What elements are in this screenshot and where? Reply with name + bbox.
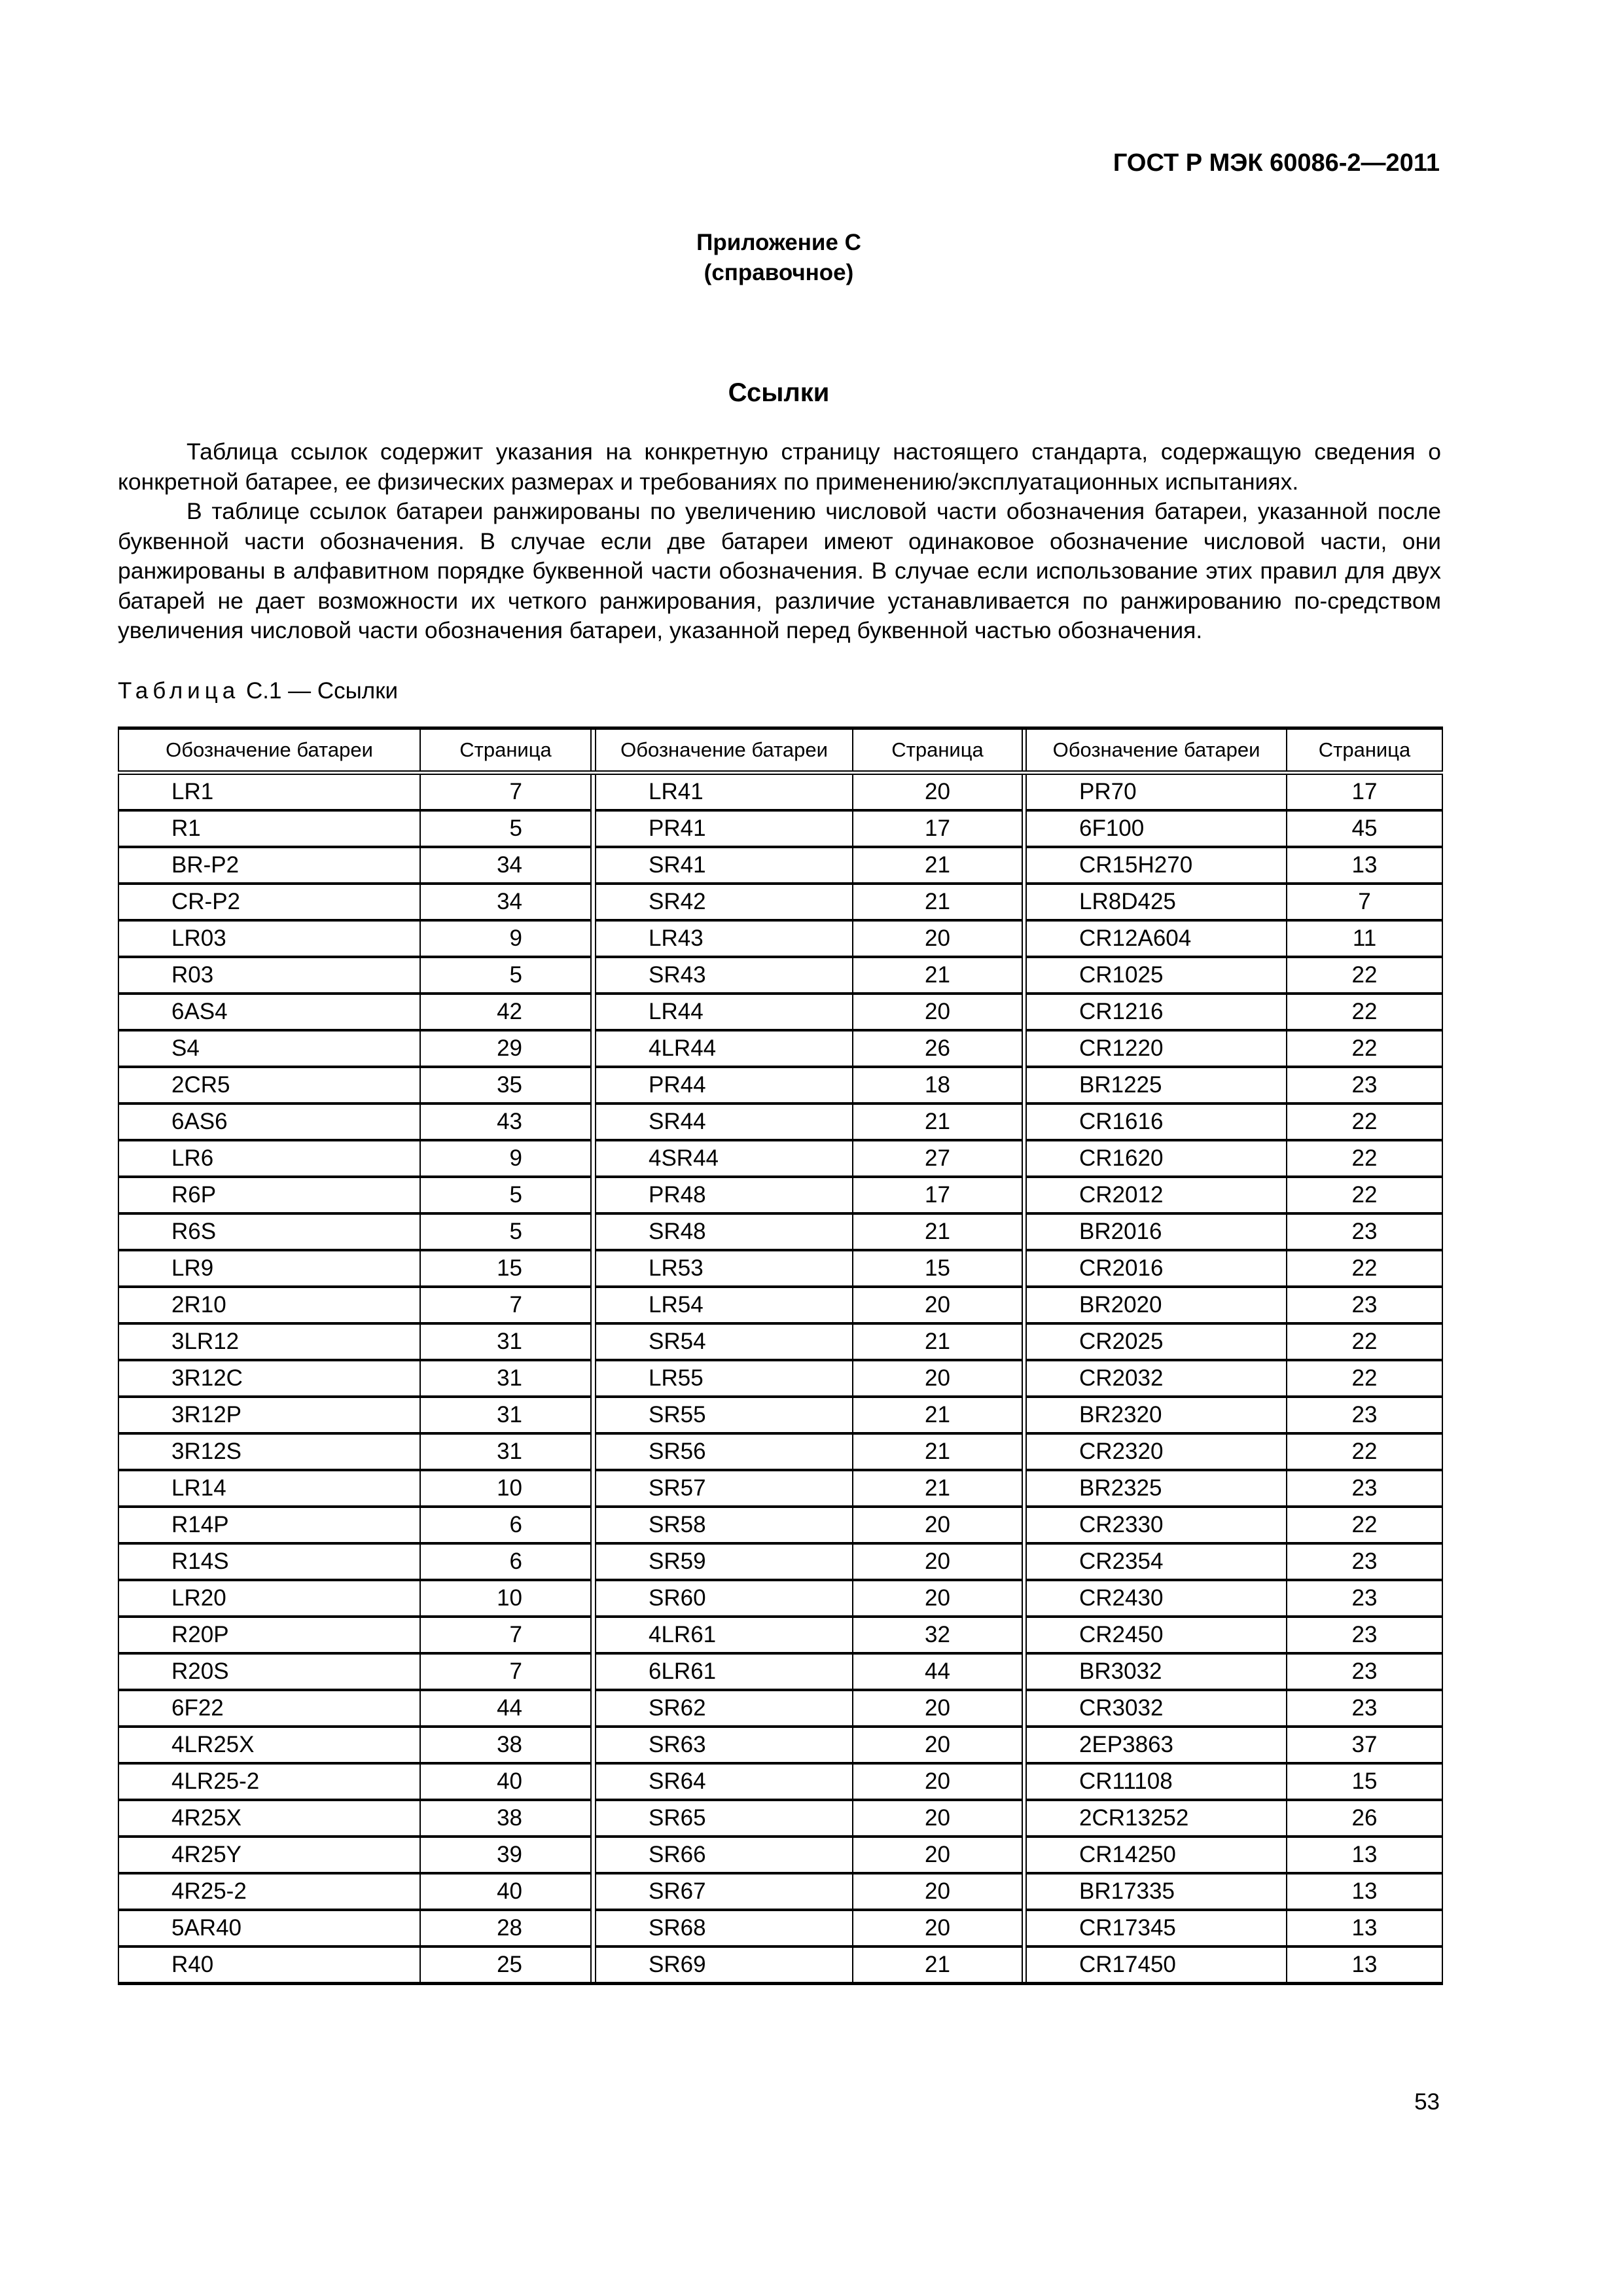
annex-heading — [0, 228, 1558, 288]
battery-designation-cell: LR1 — [118, 773, 420, 811]
battery-designation-cell: R40 — [118, 1946, 420, 1984]
body-text — [118, 437, 1441, 646]
table-row — [118, 1617, 1442, 1653]
table-row — [118, 1433, 1442, 1470]
page-cell: 21 — [853, 1213, 1022, 1250]
page-cell: 17 — [853, 810, 1022, 847]
column-group-divider — [591, 1727, 596, 1763]
battery-designation-cell: CR1220 — [1026, 1030, 1287, 1067]
table-row — [118, 1543, 1442, 1580]
annex-title: Приложение С — [696, 230, 861, 255]
battery-designation-cell: SR62 — [596, 1690, 853, 1727]
battery-designation-cell: SR42 — [596, 884, 853, 920]
page-cell: 23 — [1287, 1543, 1442, 1580]
page-cell: 20 — [853, 1287, 1022, 1323]
battery-designation-cell: BR17335 — [1026, 1873, 1287, 1910]
battery-designation-cell: PR70 — [1026, 773, 1287, 811]
battery-designation-cell: BR1225 — [1026, 1067, 1287, 1103]
battery-designation-cell: CR2450 — [1026, 1617, 1287, 1653]
battery-designation-cell: CR1216 — [1026, 994, 1287, 1030]
column-group-divider — [591, 1140, 596, 1177]
battery-designation-cell: 4R25X — [118, 1800, 420, 1837]
table-row — [118, 1323, 1442, 1360]
page-cell: 44 — [420, 1690, 591, 1727]
column-group-divider — [591, 728, 596, 773]
battery-designation-cell: 3R12S — [118, 1433, 420, 1470]
battery-designation-cell: 4LR61 — [596, 1617, 853, 1653]
page-cell: 10 — [420, 1470, 591, 1507]
page-cell: 11 — [1287, 920, 1442, 957]
page-cell: 44 — [853, 1653, 1022, 1690]
battery-designation-cell: LR20 — [118, 1580, 420, 1617]
battery-designation-cell: LR55 — [596, 1360, 853, 1397]
page-cell: 10 — [420, 1580, 591, 1617]
page-cell: 29 — [420, 1030, 591, 1067]
battery-designation-cell: 4R25-2 — [118, 1873, 420, 1910]
battery-designation-cell: R6S — [118, 1213, 420, 1250]
table-row — [118, 1690, 1442, 1727]
page-cell: 22 — [1287, 1433, 1442, 1470]
page-cell: 23 — [1287, 1213, 1442, 1250]
battery-designation-cell: PR44 — [596, 1067, 853, 1103]
table-row — [118, 1653, 1442, 1690]
page-cell: 23 — [1287, 1287, 1442, 1323]
battery-designation-cell: CR-P2 — [118, 884, 420, 920]
page-cell: 13 — [1287, 1910, 1442, 1946]
page-cell: 5 — [420, 1213, 591, 1250]
battery-designation-cell: SR64 — [596, 1763, 853, 1800]
battery-designation-cell: SR65 — [596, 1800, 853, 1837]
battery-designation-cell: 2R10 — [118, 1287, 420, 1323]
battery-designation-cell: 2CR5 — [118, 1067, 420, 1103]
page-cell: 7 — [420, 1617, 591, 1653]
table-row — [118, 1397, 1442, 1433]
battery-designation-cell: 4SR44 — [596, 1140, 853, 1177]
battery-designation-cell: 3R12P — [118, 1397, 420, 1433]
battery-designation-cell: CR2032 — [1026, 1360, 1287, 1397]
battery-designation-cell: 6F22 — [118, 1690, 420, 1727]
page-cell: 15 — [1287, 1763, 1442, 1800]
battery-designation-cell: CR1025 — [1026, 957, 1287, 994]
table-row — [118, 1800, 1442, 1837]
battery-designation-cell: SR58 — [596, 1507, 853, 1543]
document-id-header: ГОСТ Р МЭК 60086-2—2011 — [1113, 149, 1440, 177]
page-cell: 21 — [853, 1470, 1022, 1507]
paragraph: Таблица ссылок содержит указания на конкретную страницу настоящего стандарта, содержащую сведения о конкретной батарее, ее физических размерах и требованиях по применению/эксплуатационных испытаниях. — [118, 439, 1441, 495]
column-header: Страница — [853, 728, 1022, 773]
page-cell: 22 — [1287, 957, 1442, 994]
page-cell: 40 — [420, 1763, 591, 1800]
table-row — [118, 1580, 1442, 1617]
table-row — [118, 1287, 1442, 1323]
page-cell: 13 — [1287, 1946, 1442, 1984]
battery-designation-cell: PR48 — [596, 1177, 853, 1213]
page-cell: 13 — [1287, 1837, 1442, 1873]
page-cell: 7 — [420, 773, 591, 811]
battery-designation-cell: BR2016 — [1026, 1213, 1287, 1250]
page-cell: 22 — [1287, 1323, 1442, 1360]
column-group-divider — [591, 1067, 596, 1103]
table-row — [118, 884, 1442, 920]
table-row — [118, 1727, 1442, 1763]
battery-designation-cell: LR9 — [118, 1250, 420, 1287]
page-cell: 22 — [1287, 1140, 1442, 1177]
battery-designation-cell: CR2430 — [1026, 1580, 1287, 1617]
page-cell: 20 — [853, 1360, 1022, 1397]
battery-designation-cell: R6P — [118, 1177, 420, 1213]
column-group-divider — [591, 810, 596, 847]
page-cell: 23 — [1287, 1580, 1442, 1617]
page-cell: 38 — [420, 1800, 591, 1837]
battery-designation-cell: 4LR44 — [596, 1030, 853, 1067]
page-cell: 31 — [420, 1433, 591, 1470]
table-header-row — [118, 728, 1442, 773]
page-cell: 13 — [1287, 847, 1442, 884]
battery-designation-cell: 4LR25-2 — [118, 1763, 420, 1800]
battery-designation-cell: LR44 — [596, 994, 853, 1030]
table-row — [118, 1507, 1442, 1543]
battery-designation-cell: SR59 — [596, 1543, 853, 1580]
page-cell: 18 — [853, 1067, 1022, 1103]
column-group-divider — [591, 1250, 596, 1287]
page-cell: 17 — [853, 1177, 1022, 1213]
battery-designation-cell: LR41 — [596, 773, 853, 811]
battery-designation-cell: R03 — [118, 957, 420, 994]
battery-designation-cell: SR54 — [596, 1323, 853, 1360]
battery-designation-cell: LR53 — [596, 1250, 853, 1287]
battery-designation-cell: CR14250 — [1026, 1837, 1287, 1873]
battery-designation-cell: CR2320 — [1026, 1433, 1287, 1470]
page-cell: 26 — [853, 1030, 1022, 1067]
page-cell: 21 — [853, 1397, 1022, 1433]
table-caption — [118, 678, 398, 704]
column-group-divider — [591, 1543, 596, 1580]
page-cell: 45 — [1287, 810, 1442, 847]
page-cell: 27 — [853, 1140, 1022, 1177]
table-row — [118, 847, 1442, 884]
battery-designation-cell: SR60 — [596, 1580, 853, 1617]
battery-designation-cell: SR67 — [596, 1873, 853, 1910]
column-group-divider — [591, 1177, 596, 1213]
page-cell: 38 — [420, 1727, 591, 1763]
battery-designation-cell: SR63 — [596, 1727, 853, 1763]
column-group-divider — [591, 847, 596, 884]
column-group-divider — [591, 884, 596, 920]
column-group-divider — [591, 1103, 596, 1140]
section-title: Ссылки — [728, 378, 830, 407]
table-row — [118, 1103, 1442, 1140]
page-cell: 23 — [1287, 1653, 1442, 1690]
battery-designation-cell: SR69 — [596, 1946, 853, 1984]
page-cell: 17 — [1287, 773, 1442, 811]
battery-designation-cell: LR6 — [118, 1140, 420, 1177]
page-cell: 20 — [853, 1837, 1022, 1873]
page-cell: 26 — [1287, 1800, 1442, 1837]
battery-designation-cell: R20P — [118, 1617, 420, 1653]
battery-designation-cell: SR66 — [596, 1837, 853, 1873]
page-cell: 20 — [853, 1727, 1022, 1763]
battery-designation-cell: R1 — [118, 810, 420, 847]
battery-designation-cell: BR2325 — [1026, 1470, 1287, 1507]
battery-designation-cell: R14S — [118, 1543, 420, 1580]
table-row — [118, 1873, 1442, 1910]
battery-designation-cell: SR43 — [596, 957, 853, 994]
annex-subtitle: (справочное) — [704, 260, 854, 285]
battery-designation-cell: 4R25Y — [118, 1837, 420, 1873]
table-row — [118, 1177, 1442, 1213]
battery-designation-cell: CR1620 — [1026, 1140, 1287, 1177]
page-cell: 23 — [1287, 1470, 1442, 1507]
column-group-divider — [591, 1213, 596, 1250]
page-cell: 21 — [853, 1103, 1022, 1140]
page-cell: 20 — [853, 1910, 1022, 1946]
battery-designation-cell: PR41 — [596, 810, 853, 847]
table-row — [118, 810, 1442, 847]
battery-designation-cell: SR44 — [596, 1103, 853, 1140]
paragraph: В таблице ссылок батареи ранжированы по увеличению числовой части обозначения батареи, указанной после буквенной части обозначения. В случае если две батареи имеют одинаковое обозначение числовой части, они ранжированы в алфавитном порядке буквенной части обозначения. В случае если использование этих правил для двух батарей не дает возможности их четкого ранжирования, различие устанавливается по ранжированию по-средством увеличения числовой части обозначения батареи, указанной перед буквенной частью обозначения. — [118, 498, 1441, 643]
battery-designation-cell: 4LR25X — [118, 1727, 420, 1763]
table-row — [118, 1837, 1442, 1873]
page-cell: 31 — [420, 1323, 591, 1360]
page-cell: 21 — [853, 1433, 1022, 1470]
page-cell: 40 — [420, 1873, 591, 1910]
column-group-divider — [591, 957, 596, 994]
battery-designation-cell: CR12A604 — [1026, 920, 1287, 957]
page-cell: 34 — [420, 884, 591, 920]
battery-designation-cell: R20S — [118, 1653, 420, 1690]
column-group-divider — [591, 1910, 596, 1946]
column-group-divider — [591, 1030, 596, 1067]
page-cell: 5 — [420, 810, 591, 847]
column-group-divider — [591, 920, 596, 957]
column-group-divider — [591, 1653, 596, 1690]
page-cell: 32 — [853, 1617, 1022, 1653]
page-cell: 22 — [1287, 1177, 1442, 1213]
column-group-divider — [591, 1690, 596, 1727]
battery-designation-cell: LR14 — [118, 1470, 420, 1507]
page-cell: 39 — [420, 1837, 591, 1873]
page-cell: 15 — [853, 1250, 1022, 1287]
table-row — [118, 1213, 1442, 1250]
table-row — [118, 773, 1442, 811]
column-group-divider — [591, 1763, 596, 1800]
battery-designation-cell: S4 — [118, 1030, 420, 1067]
page-cell: 31 — [420, 1397, 591, 1433]
page-cell: 20 — [853, 1763, 1022, 1800]
column-group-divider — [591, 1287, 596, 1323]
page-cell: 23 — [1287, 1690, 1442, 1727]
page-cell: 22 — [1287, 1030, 1442, 1067]
battery-designation-cell: CR15H270 — [1026, 847, 1287, 884]
page-cell: 15 — [420, 1250, 591, 1287]
column-group-divider — [591, 1507, 596, 1543]
page-cell: 5 — [420, 1177, 591, 1213]
column-header: Обозначение батареи — [118, 728, 420, 773]
page-cell: 5 — [420, 957, 591, 994]
battery-designation-cell: LR54 — [596, 1287, 853, 1323]
battery-designation-cell: 5AR40 — [118, 1910, 420, 1946]
page-cell: 35 — [420, 1067, 591, 1103]
battery-designation-cell: 2CR13252 — [1026, 1800, 1287, 1837]
battery-designation-cell: SR56 — [596, 1433, 853, 1470]
page-cell: 20 — [853, 1873, 1022, 1910]
page-cell: 31 — [420, 1360, 591, 1397]
page-cell: 21 — [853, 1323, 1022, 1360]
table-row — [118, 1946, 1442, 1984]
battery-designation-cell: SR57 — [596, 1470, 853, 1507]
column-header: Страница — [1287, 728, 1442, 773]
page-cell: 22 — [1287, 1360, 1442, 1397]
table-row — [118, 1030, 1442, 1067]
battery-designation-cell: R14P — [118, 1507, 420, 1543]
page-cell: 20 — [853, 1507, 1022, 1543]
page-cell: 34 — [420, 847, 591, 884]
battery-designation-cell: CR2354 — [1026, 1543, 1287, 1580]
table-row — [118, 920, 1442, 957]
page-number: 53 — [1414, 2089, 1440, 2115]
table-row — [118, 1140, 1442, 1177]
table-row — [118, 1763, 1442, 1800]
battery-designation-cell: 3LR12 — [118, 1323, 420, 1360]
table-row — [118, 957, 1442, 994]
page-cell: 21 — [853, 884, 1022, 920]
page-cell: 21 — [853, 1946, 1022, 1984]
page-cell: 22 — [1287, 994, 1442, 1030]
battery-designation-cell: BR3032 — [1026, 1653, 1287, 1690]
column-header: Страница — [420, 728, 591, 773]
page-cell: 20 — [853, 1543, 1022, 1580]
table-row — [118, 1470, 1442, 1507]
page-cell: 22 — [1287, 1250, 1442, 1287]
battery-designation-cell: SR48 — [596, 1213, 853, 1250]
battery-designation-cell: BR2020 — [1026, 1287, 1287, 1323]
battery-designation-cell: CR1616 — [1026, 1103, 1287, 1140]
column-group-divider — [591, 1617, 596, 1653]
battery-designation-cell: 6AS6 — [118, 1103, 420, 1140]
column-group-divider — [591, 1323, 596, 1360]
table-row — [118, 1067, 1442, 1103]
column-group-divider — [591, 994, 596, 1030]
page-cell: 25 — [420, 1946, 591, 1984]
column-group-divider — [591, 1360, 596, 1397]
column-group-divider — [591, 1800, 596, 1837]
battery-designation-cell: BR2320 — [1026, 1397, 1287, 1433]
column-group-divider — [591, 1946, 596, 1984]
column-group-divider — [591, 1580, 596, 1617]
battery-designation-cell: CR2012 — [1026, 1177, 1287, 1213]
page-cell: 6 — [420, 1543, 591, 1580]
column-group-divider — [591, 1397, 596, 1433]
page-cell: 6 — [420, 1507, 591, 1543]
battery-designation-cell: CR2016 — [1026, 1250, 1287, 1287]
page-cell: 20 — [853, 1580, 1022, 1617]
page-cell: 13 — [1287, 1873, 1442, 1910]
battery-designation-cell: LR03 — [118, 920, 420, 957]
battery-designation-cell: CR3032 — [1026, 1690, 1287, 1727]
battery-designation-cell: CR17345 — [1026, 1910, 1287, 1946]
battery-designation-cell: LR43 — [596, 920, 853, 957]
page-cell: 20 — [853, 773, 1022, 811]
column-header: Обозначение батареи — [1026, 728, 1287, 773]
table-row — [118, 1250, 1442, 1287]
battery-designation-cell: CR17450 — [1026, 1946, 1287, 1984]
page-cell: 23 — [1287, 1067, 1442, 1103]
battery-designation-cell: 6LR61 — [596, 1653, 853, 1690]
column-group-divider — [591, 1470, 596, 1507]
page-cell: 21 — [853, 847, 1022, 884]
table-row — [118, 1910, 1442, 1946]
reference-table — [118, 726, 1443, 1985]
page-cell: 7 — [420, 1287, 591, 1323]
page-cell: 20 — [853, 994, 1022, 1030]
table-row — [118, 994, 1442, 1030]
column-group-divider — [591, 1873, 596, 1910]
page-cell: 22 — [1287, 1507, 1442, 1543]
page-cell: 37 — [1287, 1727, 1442, 1763]
battery-designation-cell: 2EP3863 — [1026, 1727, 1287, 1763]
page-cell: 23 — [1287, 1617, 1442, 1653]
page-cell: 7 — [1287, 884, 1442, 920]
page-cell: 21 — [853, 957, 1022, 994]
page-cell: 20 — [853, 1690, 1022, 1727]
battery-designation-cell: SR68 — [596, 1910, 853, 1946]
page-cell: 28 — [420, 1910, 591, 1946]
battery-designation-cell: SR41 — [596, 847, 853, 884]
table-caption-prefix: Таблица — [118, 678, 240, 704]
battery-designation-cell: 3R12C — [118, 1360, 420, 1397]
page-cell: 20 — [853, 1800, 1022, 1837]
battery-designation-cell: 6AS4 — [118, 994, 420, 1030]
page-cell: 20 — [853, 920, 1022, 957]
battery-designation-cell: CR2025 — [1026, 1323, 1287, 1360]
battery-designation-cell: LR8D425 — [1026, 884, 1287, 920]
page-cell: 42 — [420, 994, 591, 1030]
battery-designation-cell: 6F100 — [1026, 810, 1287, 847]
page-cell: 9 — [420, 920, 591, 957]
battery-designation-cell: CR2330 — [1026, 1507, 1287, 1543]
column-group-divider — [591, 773, 596, 811]
battery-designation-cell: CR11108 — [1026, 1763, 1287, 1800]
page-cell: 23 — [1287, 1397, 1442, 1433]
page-cell: 43 — [420, 1103, 591, 1140]
column-header: Обозначение батареи — [596, 728, 853, 773]
table-row — [118, 1360, 1442, 1397]
column-group-divider — [591, 1433, 596, 1470]
page-cell: 7 — [420, 1653, 591, 1690]
battery-designation-cell: BR-P2 — [118, 847, 420, 884]
page-cell: 22 — [1287, 1103, 1442, 1140]
table-caption-title: С.1 — Ссылки — [240, 678, 399, 704]
battery-designation-cell: SR55 — [596, 1397, 853, 1433]
column-group-divider — [591, 1837, 596, 1873]
page-cell: 9 — [420, 1140, 591, 1177]
